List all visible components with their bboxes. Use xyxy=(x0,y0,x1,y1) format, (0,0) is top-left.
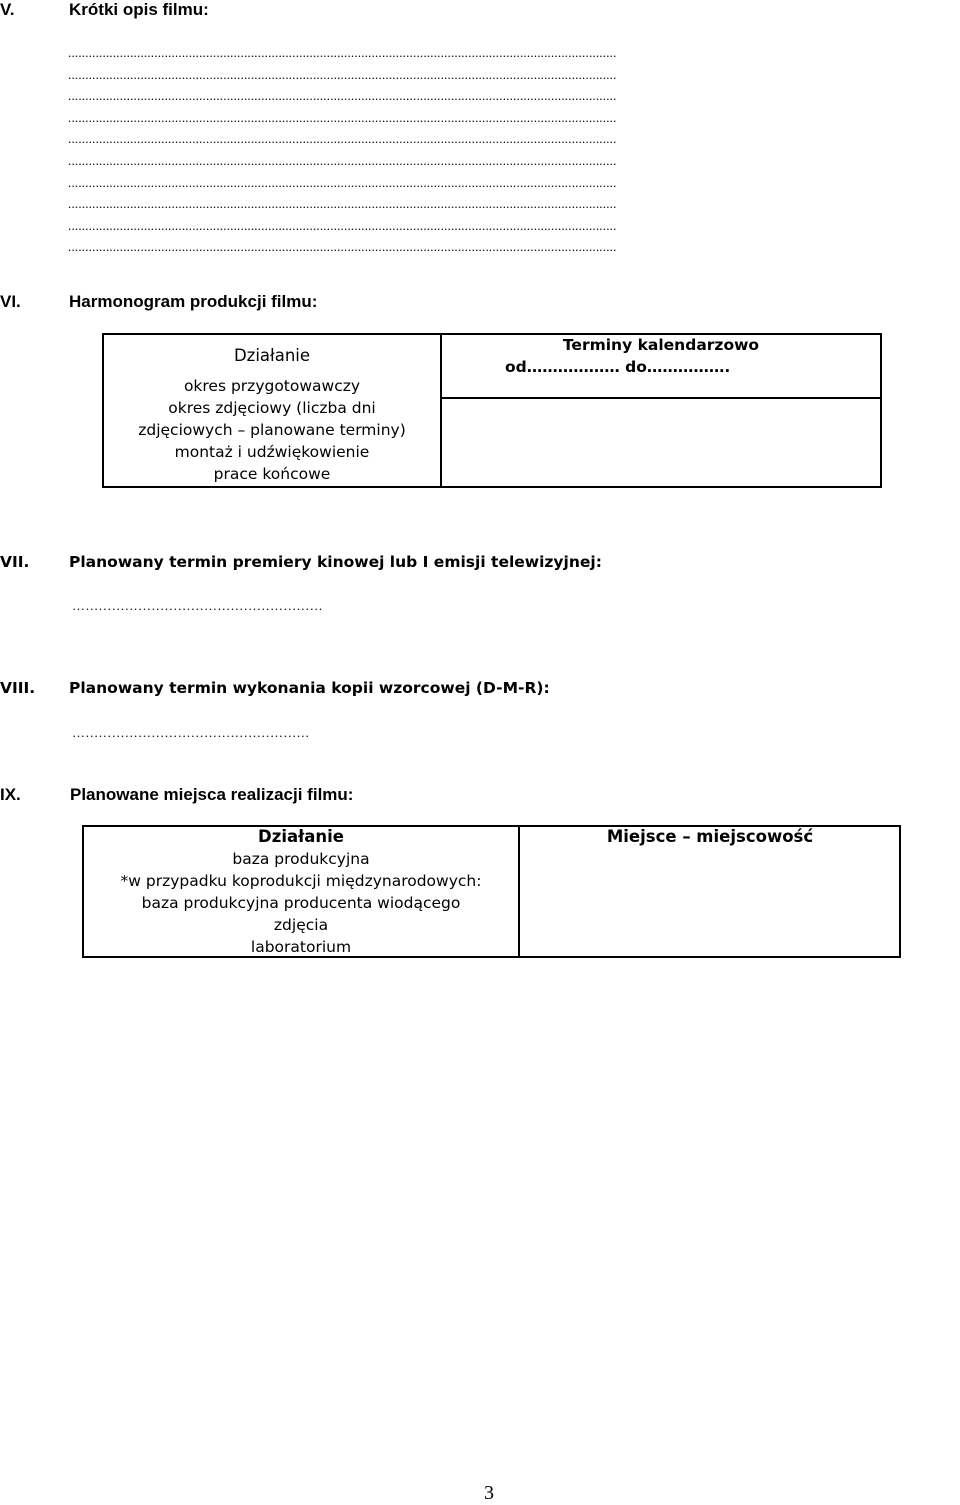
section-6-title: Harmonogram produkcji filmu: xyxy=(69,292,318,311)
section-9-number: IX. xyxy=(0,785,21,804)
locations-row-3: baza produkcyjna producenta wiodącego xyxy=(141,894,461,912)
schedule-row-5: prace końcowe xyxy=(213,465,331,483)
section-5-dot-line: ............................................................................................................................................................... xyxy=(68,154,617,168)
section-5-dot-line: ............................................................................................................................................................... xyxy=(68,67,617,82)
section-5-dot-line: ............................................................................................................................................................... xyxy=(68,197,617,212)
section-5-title: Krótki opis filmu: xyxy=(69,0,209,19)
section-7-number: VII. xyxy=(0,553,30,571)
locations-row-5: laboratorium xyxy=(250,938,352,956)
locations-row-2: *w przypadku koprodukcji międzynarodowych: xyxy=(120,872,482,890)
section-5-dot-line: ............................................................................................................................................................... xyxy=(68,110,617,125)
schedule-col2-date-range: od……………… do……………. xyxy=(505,358,731,376)
section-8-title: Planowany termin wykonania kopii wzorcowej (D-M-R): xyxy=(69,679,550,697)
production-schedule-header-rule xyxy=(440,397,881,399)
section-7-answer-line: ………………………………………………… xyxy=(72,599,323,613)
schedule-row-2: okres zdjęciowy (liczba dni xyxy=(168,399,376,417)
locations-col1-header: Działanie xyxy=(258,827,344,846)
section-5-dot-line: ............................................................................................................................................................... xyxy=(68,46,617,60)
section-5-dot-line: ............................................................................................................................................................... xyxy=(68,132,617,147)
section-9-title: Planowane miejsca realizacji filmu: xyxy=(70,785,354,804)
section-7-title: Planowany termin premiery kinowej lub I emisji telewizyjnej: xyxy=(69,553,602,571)
section-5-dot-line: ............................................................................................................................................................... xyxy=(68,175,617,190)
locations-col1 xyxy=(84,826,518,958)
section-8-answer-line: ……………………………………………… xyxy=(72,726,310,740)
section-5-number: V. xyxy=(0,0,15,19)
production-schedule-table-divider xyxy=(440,333,442,488)
schedule-row-1: okres przygotowawczy xyxy=(183,377,361,395)
locations-row-1: baza produkcyjna xyxy=(232,850,370,868)
schedule-col1-header: Działanie xyxy=(233,346,311,365)
section-5-dot-line: ............................................................................................................................................................... xyxy=(68,89,617,104)
section-5-dot-line: ............................................................................................................................................................... xyxy=(68,218,617,233)
section-6-number: VI. xyxy=(0,292,21,311)
locations-col2-header: Miejsce – miejscowość xyxy=(606,827,814,846)
locations-row-4: zdjęcia xyxy=(273,916,329,934)
section-5-dot-line: ............................................................................................................................................................... xyxy=(68,240,617,255)
page-number: 3 xyxy=(484,1482,494,1504)
schedule-col2-header: Terminy kalendarzowo xyxy=(562,336,760,354)
schedule-row-3: zdjęciowych – planowane terminy) xyxy=(138,421,406,439)
schedule-row-4: montaż i udźwiękowienie xyxy=(174,443,370,461)
section-8-number: VIII. xyxy=(0,679,36,697)
schedule-col1 xyxy=(104,344,440,485)
